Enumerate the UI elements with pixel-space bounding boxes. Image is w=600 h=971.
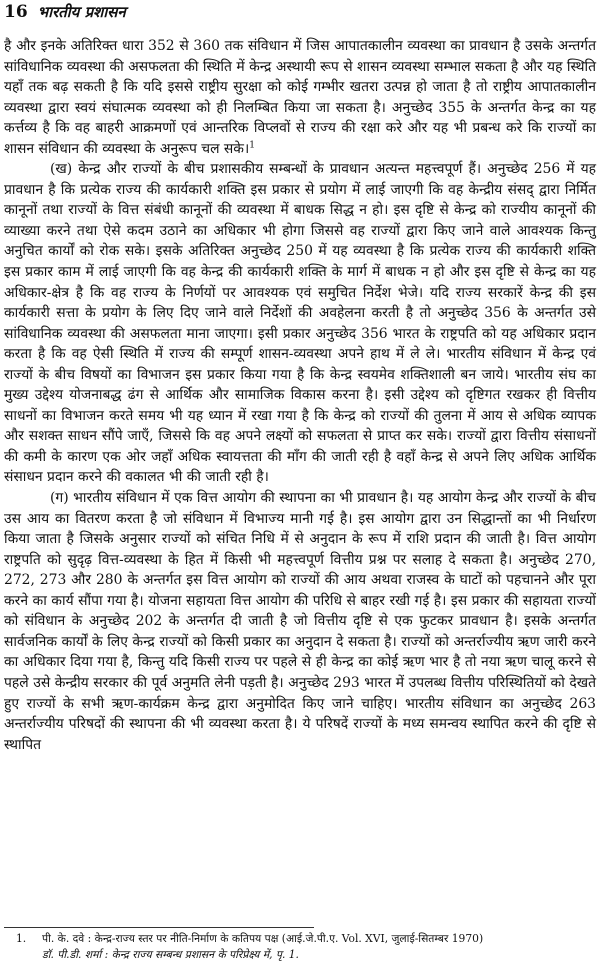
footnote-citation: पी. के. दवे : केन्द्र-राज्य स्तर पर नीति-निर्माण के कतिपय पक्ष (आई.जे.पी.ए. Vol. XVI, जुलाई-सितम्बर 1970) — [42, 932, 484, 945]
footnote-reference: 1 — [249, 140, 255, 151]
footnote-citation-secondary: डॉ. पी.डी. शर्मा : केन्द्र राज्य सम्बन्ध प्रशासन के परिप्रेक्ष्य में, पृ. 1. — [42, 948, 299, 961]
paragraph-2: (ख) केन्द्र और राज्यों के बीच प्रशासकीय सम्बन्धों के प्रावधान अत्यन्त महत्त्वपूर्ण हैं। अनुच्छेद 256 में यह प्रावधान है कि प्रत्येक राज्य की कार्यकारी शक्ति इस प्रकार से प्रयोग में लाई जाएगी कि वह केन्द्रीय संसद् द्वारा निर्मित कानूनों तथा राज्यों के वित्त संबंधी कानूनों की व्यवस्था में बाधक सिद्ध न हो। इस दृष्टि से केन्द्र को राज्यीय कानूनों की व्याख्या करने तथा ऐसे कदम उठाने का अधिकार भी होगा जिससे वह राज्यों द्वारा किए जाने वाले आवश्यक किन्तु अनुचित कार्यों को रोक सके। इसके अतिरिक्त अनुच्छेद 250 में यह व्यवस्था है कि प्रत्येक राज्य की कार्यकारी शक्ति इस प्रकार काम में लाई जाएगी कि वह केन्द्र की कार्यकारी शक्ति के मार्ग में बाधक न हो और इस दृष्टि से केन्द्र का यह अधिकार-क्षेत्र है कि वह राज्य के निर्णयों पर आवश्यक एवं समुचित निर्देश भेजे। यदि राज्य सरकारें केन्द्र की इस कार्यकारी सत्ता के प्रयोग के लिए दिए जाने वाले निर्देशों की अवहेलना करती है तो अनुच्छेद 356 के अन्तर्गत उसे सांविधानिक व्यवस्था की असफलता माना जाएगा। इसी प्रकार अनुच्छेद 356 भारत के राष्ट्रपति को यह अधिकार प्रदान करता है कि वह ऐसी स्थिति में राज्य की सम्पूर्ण शासन-व्यवस्था अपने हाथ में ले ले। भारतीय संविधान में केन्द्र एवं राज्यों के बीच विषयों का विभाजन इस प्रकार किया गया है कि केन्द्र स्वयमेव शक्तिशाली बन जाये। भारतीय संघ का मुख्य उद्देश्य योजनाबद्ध ढंग से आर्थिक और सामाजिक विकास करना है। इसी उद्देश्य को दृष्टिगत रखकर ही वित्तीय साधनों का विभाजन करते समय भी यह ध्यान में रखा गया है कि केन्द्र को राज्यों की तुलना में आय से अधिक व्यापक और सशक्त साधन सौंपे जाएँ, जिससे कि वह अपने लक्ष्यों को सफलता से प्राप्त कर सके। राज्यों द्वारा वित्तीय संसाधनों की कमी के कारण एक ओर जहाँ अधिक स्वायत्तता की माँग की जाती रही है वहाँ केन्द्र से अपने लिए अधिक आर्थिक संसाधन प्रदान करने की वकालत भी की जाती रही है। — [4, 161, 596, 486]
paragraph-1 — [4, 36, 596, 159]
footnote-number: 1. — [16, 932, 27, 945]
footnotes — [16, 931, 586, 963]
page-header — [4, 2, 126, 22]
body-text — [4, 36, 596, 755]
paragraph-3: (ग) भारतीय संविधान में एक वित्त आयोग की स्थापना का भी प्रावधान है। यह आयोग केन्द्र और राज्यों के बीच उस आय का वितरण करता है जो संविधान में विभाज्य मानी गई है। इस आयोग द्वारा उन सिद्धान्तों का भी निर्धारण किया जाता है जिसके अनुसार राज्यों को संचित निधि में से अनुदान के रूप में राशि प्रदान की जाती है। वित्त आयोग राष्ट्रपति को सुदृढ़ वित्त-व्यवस्था के हित में किसी भी महत्त्वपूर्ण वित्तीय प्रश्न पर सलाह दे सकता है। अनुच्छेद 270, 272, 273 और 280 के अन्तर्गत इस वित्त आयोग को राज्यों की आय अथवा राजस्व के घाटों को पहचानने और पूरा करने का कार्य सौंपा गया है। योजना सहायता वित्त आयोग की परिधि से बाहर रखी गई है। इस प्रकार की सहायता राज्यों को संविधान के अनुच्छेद 202 के अन्तर्गत दी जाती है जो वित्तीय दृष्टि से एक फुटकर प्रावधान है। इसके अन्तर्गत सार्वजनिक कार्यों के लिए केन्द्र राज्यों को किसी प्रकार का अनुदान दे सकता है। राज्यों को अन्तर्राज्यीय ऋण जारी करने का अधिकार दिया गया है, किन्तु यदि किसी राज्य पर पहले से ही केन्द्र का कोई ऋण भार है तो नया ऋण चालू करने से पहले उसे केन्द्रीय सरकार की पूर्व अनुमति लेनी पड़ती है। अनुच्छेद 293 भारत में उपलब्ध वित्तीय परिस्थितियों को देखते हुए राज्यों के सभी ऋण-कार्यक्रम केन्द्र द्वारा अनुमोदित किए जाने चाहिए। भारतीय संविधान का अनुच्छेद 263 अन्तर्राज्यीय परिषदों की स्थापना की भी व्यवस्था करता है। ये परिषदें राज्यों के मध्य समन्वय स्थापित करने की दृष्टि से स्थापित — [4, 490, 596, 753]
footnote-line — [16, 931, 586, 947]
page-number: 16 — [4, 2, 28, 22]
footnote-divider — [4, 927, 314, 928]
running-head: भारतीय प्रशासन — [37, 3, 126, 21]
paragraph-1-text: है और इनके अतिरिक्त धारा 352 से 360 तक संविधान में जिस आपातकालीन व्यवस्था का प्रावधान है उसके अन्तर्गत सांविधानिक व्यवस्था की असफलता की स्थिति में केन्द्र अस्थायी रूप से शासन व्यवस्था सम्भाल सकता है और यह स्थिति यहाँ तक बढ़ सकती है कि यदि इससे राष्ट्रीय सुरक्षा को कोई गम्भीर खतरा उत्पन्न हो जाता है तो राष्ट्रीय आपातकालीन व्यवस्था द्वारा स्वयं संघात्मक व्यवस्था को ही निलम्बित किया जा सकता है। अनुच्छेद 355 के अन्तर्गत केन्द्र का यह कर्त्तव्य है कि वह बाहरी आक्रमणों एवं आन्तरिक विप्लवों से राज्य की रक्षा करे और यह भी प्रबन्ध करे कि राज्यों का शासन संविधान की व्यवस्था के अनुरूप चल सके। — [4, 38, 596, 157]
